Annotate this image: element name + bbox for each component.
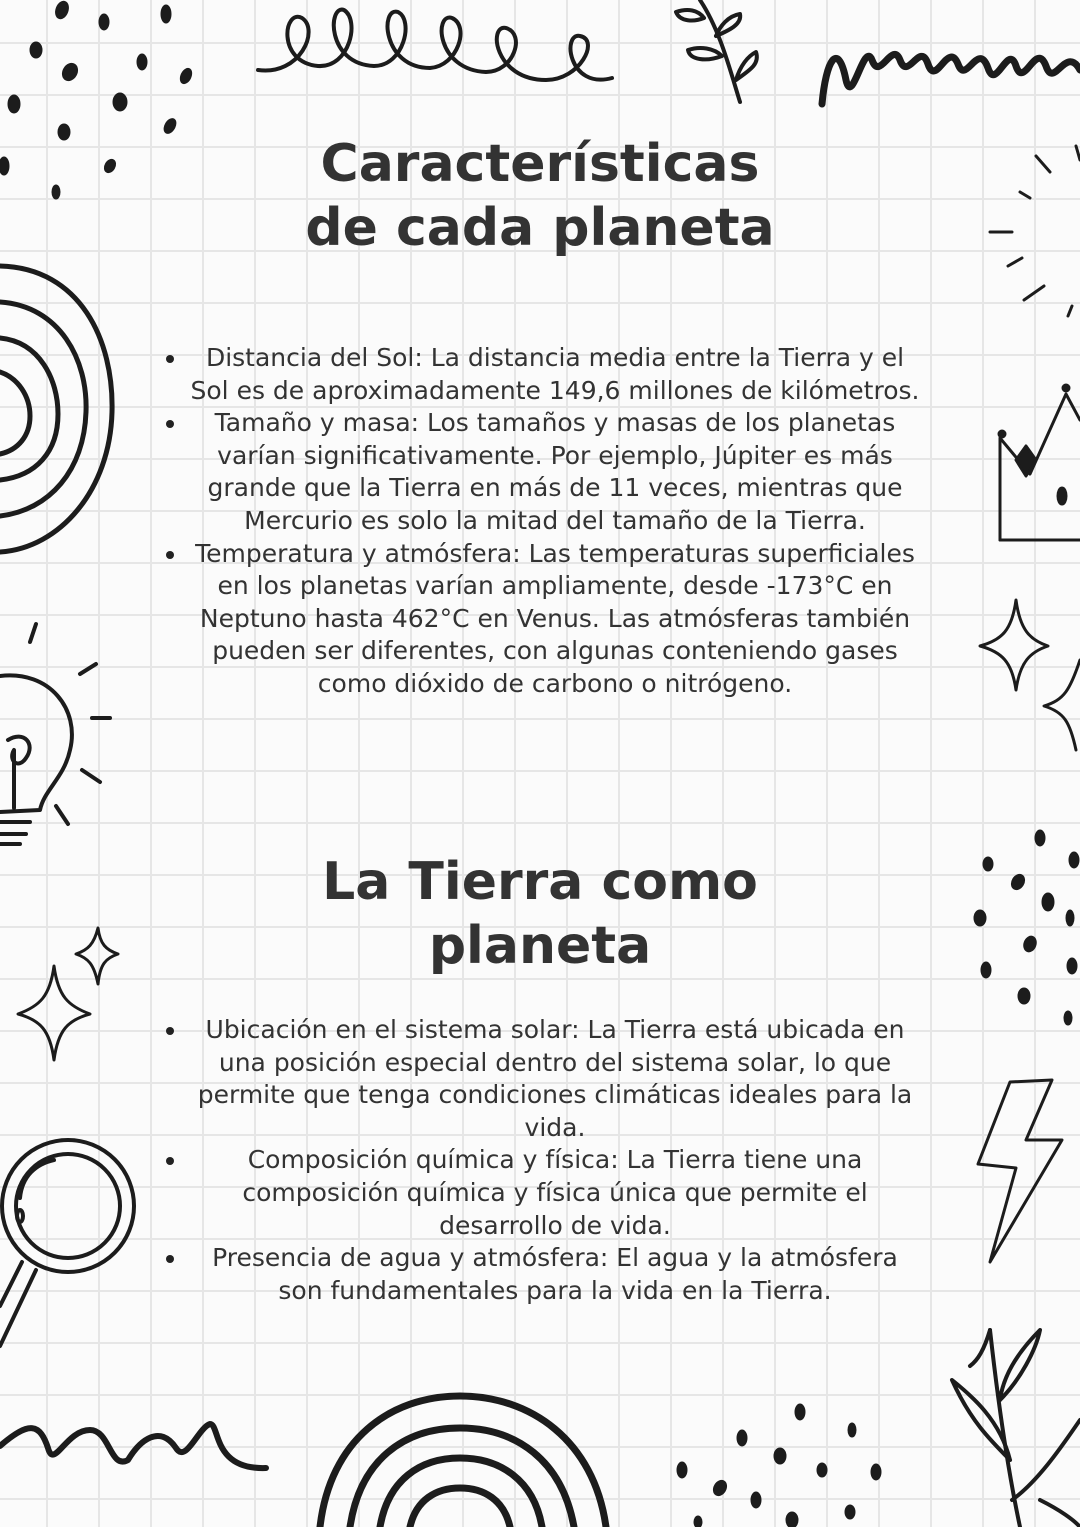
sparkle-left-icon [18, 928, 118, 1060]
list-item [160, 538, 960, 701]
title-line-1: Características [320, 134, 760, 194]
list-item-text: Composición química y física: La Tierra tiene una composición química y física única que permite el desarrollo de vida. [242, 1145, 868, 1240]
list-item-text: Distancia del Sol: La distancia media entre la Tierra y el Sol es de aproximadamente 149,6 millones de kilómetros. [190, 343, 920, 405]
earth-list [160, 1014, 960, 1307]
zigzag-scribble-icon [822, 54, 1080, 104]
leaf-branch-icon [952, 1330, 1080, 1527]
bullet-icon [166, 1027, 174, 1035]
lightbulb-doodle-icon [0, 624, 110, 844]
section-title-earth [240, 850, 840, 978]
bullet-icon [166, 355, 174, 363]
bullet-icon [166, 1255, 174, 1263]
list-item-text: Tamaño y masa: Los tamaños y masas de los planetas varían significativamente. Por ejemplo, Júpiter es más grande que la Tierra en más de 11 veces, mientras que Mercurio es solo la mitad del tamaño de la Tierra. [207, 408, 903, 535]
bullet-icon [166, 551, 174, 559]
title-line-2: planeta [428, 916, 652, 976]
dots-cluster-icon [0, 0, 194, 199]
sparkle-stars-icon [980, 600, 1080, 750]
loop-scribble-icon [258, 10, 612, 80]
list-item-text: Temperatura y atmósfera: Las temperaturas superficiales en los planetas varían ampliamente, desde -173°C en Neptuno hasta 462°C en Venus. Las atmósferas también pueden ser diferentes, con algunas conteniendo gases como dióxido de carbono o nitrógeno. [195, 538, 915, 698]
magnifying-glass-icon [0, 1140, 134, 1346]
concentric-arcs-icon [0, 266, 112, 552]
bullet-icon [166, 420, 174, 428]
list-item [160, 1242, 960, 1307]
crown-doodle-icon [999, 385, 1080, 540]
list-item-text: Ubicación en el sistema solar: La Tierra está ubicada en una posición especial dentro del sistema solar, lo que permite que tenga condiciones climáticas ideales para la vida. [197, 1015, 913, 1142]
dots-cluster-right-icon [974, 830, 1079, 1025]
wave-scribble-icon [0, 1424, 266, 1468]
list-item [160, 342, 960, 407]
list-item [160, 407, 960, 537]
branch-doodle-icon [676, 0, 757, 102]
characteristics-list [160, 342, 960, 701]
title-line-1: La Tierra como [322, 852, 758, 912]
bullet-icon [166, 1157, 174, 1165]
rainbow-arcs-icon [320, 1396, 606, 1527]
list-item [160, 1144, 960, 1242]
dots-cluster-bottom-icon [677, 1404, 881, 1527]
section-title-characteristics [240, 132, 840, 260]
sunburst-lines-icon [990, 146, 1080, 316]
list-item [160, 1014, 960, 1144]
lightning-bolt-icon [978, 1080, 1062, 1262]
list-item-text: Presencia de agua y atmósfera: El agua y la atmósfera son fundamentales para la vida en la Tierra. [212, 1243, 898, 1305]
title-line-2: de cada planeta [305, 198, 775, 258]
